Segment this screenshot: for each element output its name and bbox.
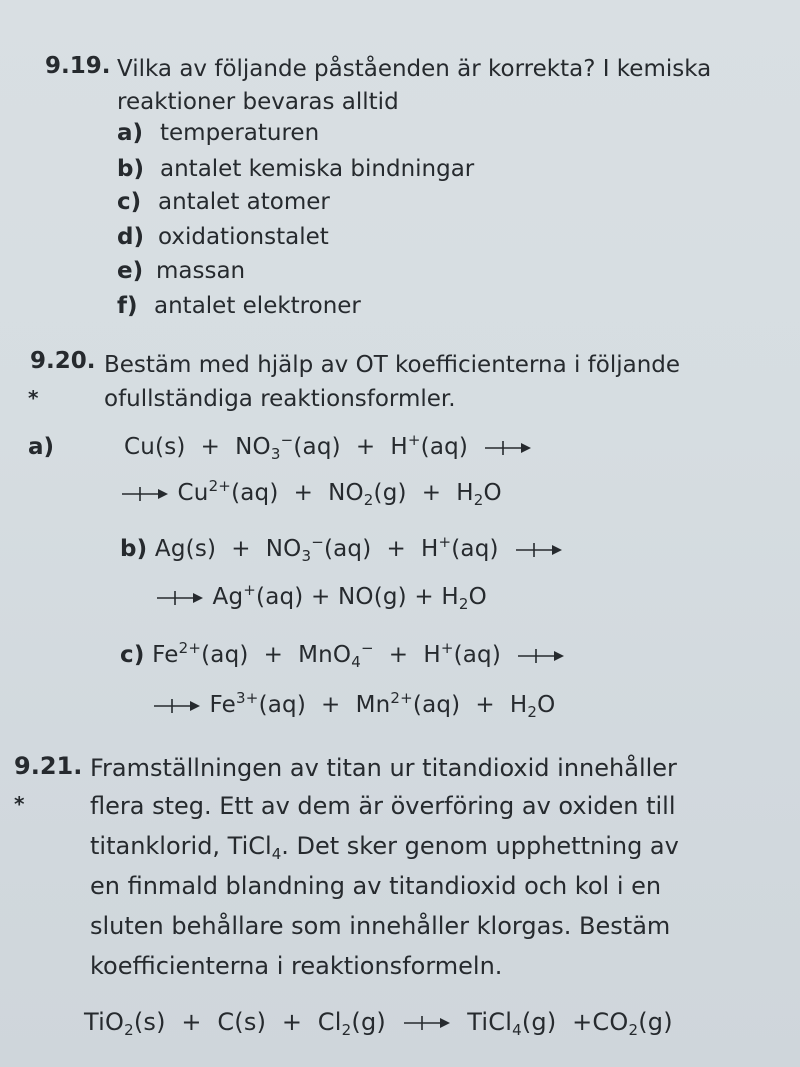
option-text-c: antalet atomer <box>158 189 330 215</box>
option-letter-d: d) <box>117 224 144 250</box>
question-9-20-line-1: Bestäm med hjälp av OT koefficienterna i följande <box>104 352 681 378</box>
question-9-21-line-6: koefficienterna i reaktionsformeln. <box>90 952 503 980</box>
question-9-19-line-2: reaktioner bevaras alltid <box>117 89 399 115</box>
question-number-9-21: 9.21. <box>14 752 83 780</box>
reaction-arrow-icon <box>152 697 202 715</box>
question-number-9-19: 9.19. <box>45 53 111 79</box>
option-letter-a: a) <box>117 120 144 146</box>
option-text-d: oxidationstalet <box>158 224 329 250</box>
option-letter-f: f) <box>117 293 138 319</box>
equation-label-b: b) <box>120 536 148 562</box>
reaction-arrow-icon <box>155 589 205 607</box>
reaction-arrow-icon <box>514 541 564 559</box>
option-text-b: antalet kemiska bindningar <box>160 156 475 182</box>
equation-a-line-1: $Cu(s) + NO_3^-(aq) + H^+(aq)$ <box>124 434 533 460</box>
reaction-arrow-icon <box>516 647 566 665</box>
reaction-arrow-icon <box>120 485 170 503</box>
equation-b-line-2: $Ag^+(aq) + NO(g) + H_2O$ <box>155 584 487 610</box>
equation-label-a: a) <box>28 434 55 460</box>
question-number-9-20: 9.20. <box>30 348 96 374</box>
equation-c-line-2: $Fe^{3+}(aq) + Mn^{2+}(aq) + H_2O$ <box>152 692 555 718</box>
question-9-21-line-4: en finmald blandning av titandioxid och kol i en <box>90 872 662 900</box>
reaction-arrow-icon <box>483 439 533 457</box>
equation-a-line-2: $Cu^{2+}(aq) + NO_2(g) + H_2O$ <box>120 480 502 506</box>
reaction-arrow-icon <box>402 1014 452 1032</box>
option-letter-b: b) <box>117 156 144 182</box>
option-text-a: temperaturen <box>160 120 320 146</box>
difficulty-star-9-20: * <box>28 386 39 410</box>
option-letter-e: e) <box>117 258 144 284</box>
equation-9-21: $TiO_2(s) + C(s) + Cl_2(g)$ TiCl$_4$(g) $+CO_2(g)$ <box>84 1008 673 1039</box>
equation-b-line-1: b) $Ag(s) + NO_3^-(aq) + H^+(aq)$ <box>120 536 564 562</box>
difficulty-star-9-21: * <box>14 792 25 816</box>
question-9-20-line-2: ofullständiga reaktionsformler. <box>104 386 456 412</box>
question-9-21-line-3: titanklorid, TiCl$_4$. Det sker genom upphettning av <box>90 832 679 863</box>
option-text-f: antalet elektroner <box>154 293 361 319</box>
option-text-e: massan <box>156 258 246 284</box>
equation-c-line-1: c) $Fe^{2+}(aq) + MnO_4^- + H^+(aq)$ <box>120 642 566 668</box>
question-9-19-line-1: Vilka av följande påståenden är korrekta? I kemiska <box>117 56 712 82</box>
question-9-21-line-5: sluten behållare som innehåller klorgas. Bestäm <box>90 912 671 940</box>
equation-label-c: c) <box>120 642 145 668</box>
question-9-21-line-2: flera steg. Ett av dem är överföring av oxiden till <box>90 792 676 820</box>
option-letter-c: c) <box>117 189 142 215</box>
question-9-21-line-1: Framställningen av titan ur titandioxid innehåller <box>90 754 677 782</box>
